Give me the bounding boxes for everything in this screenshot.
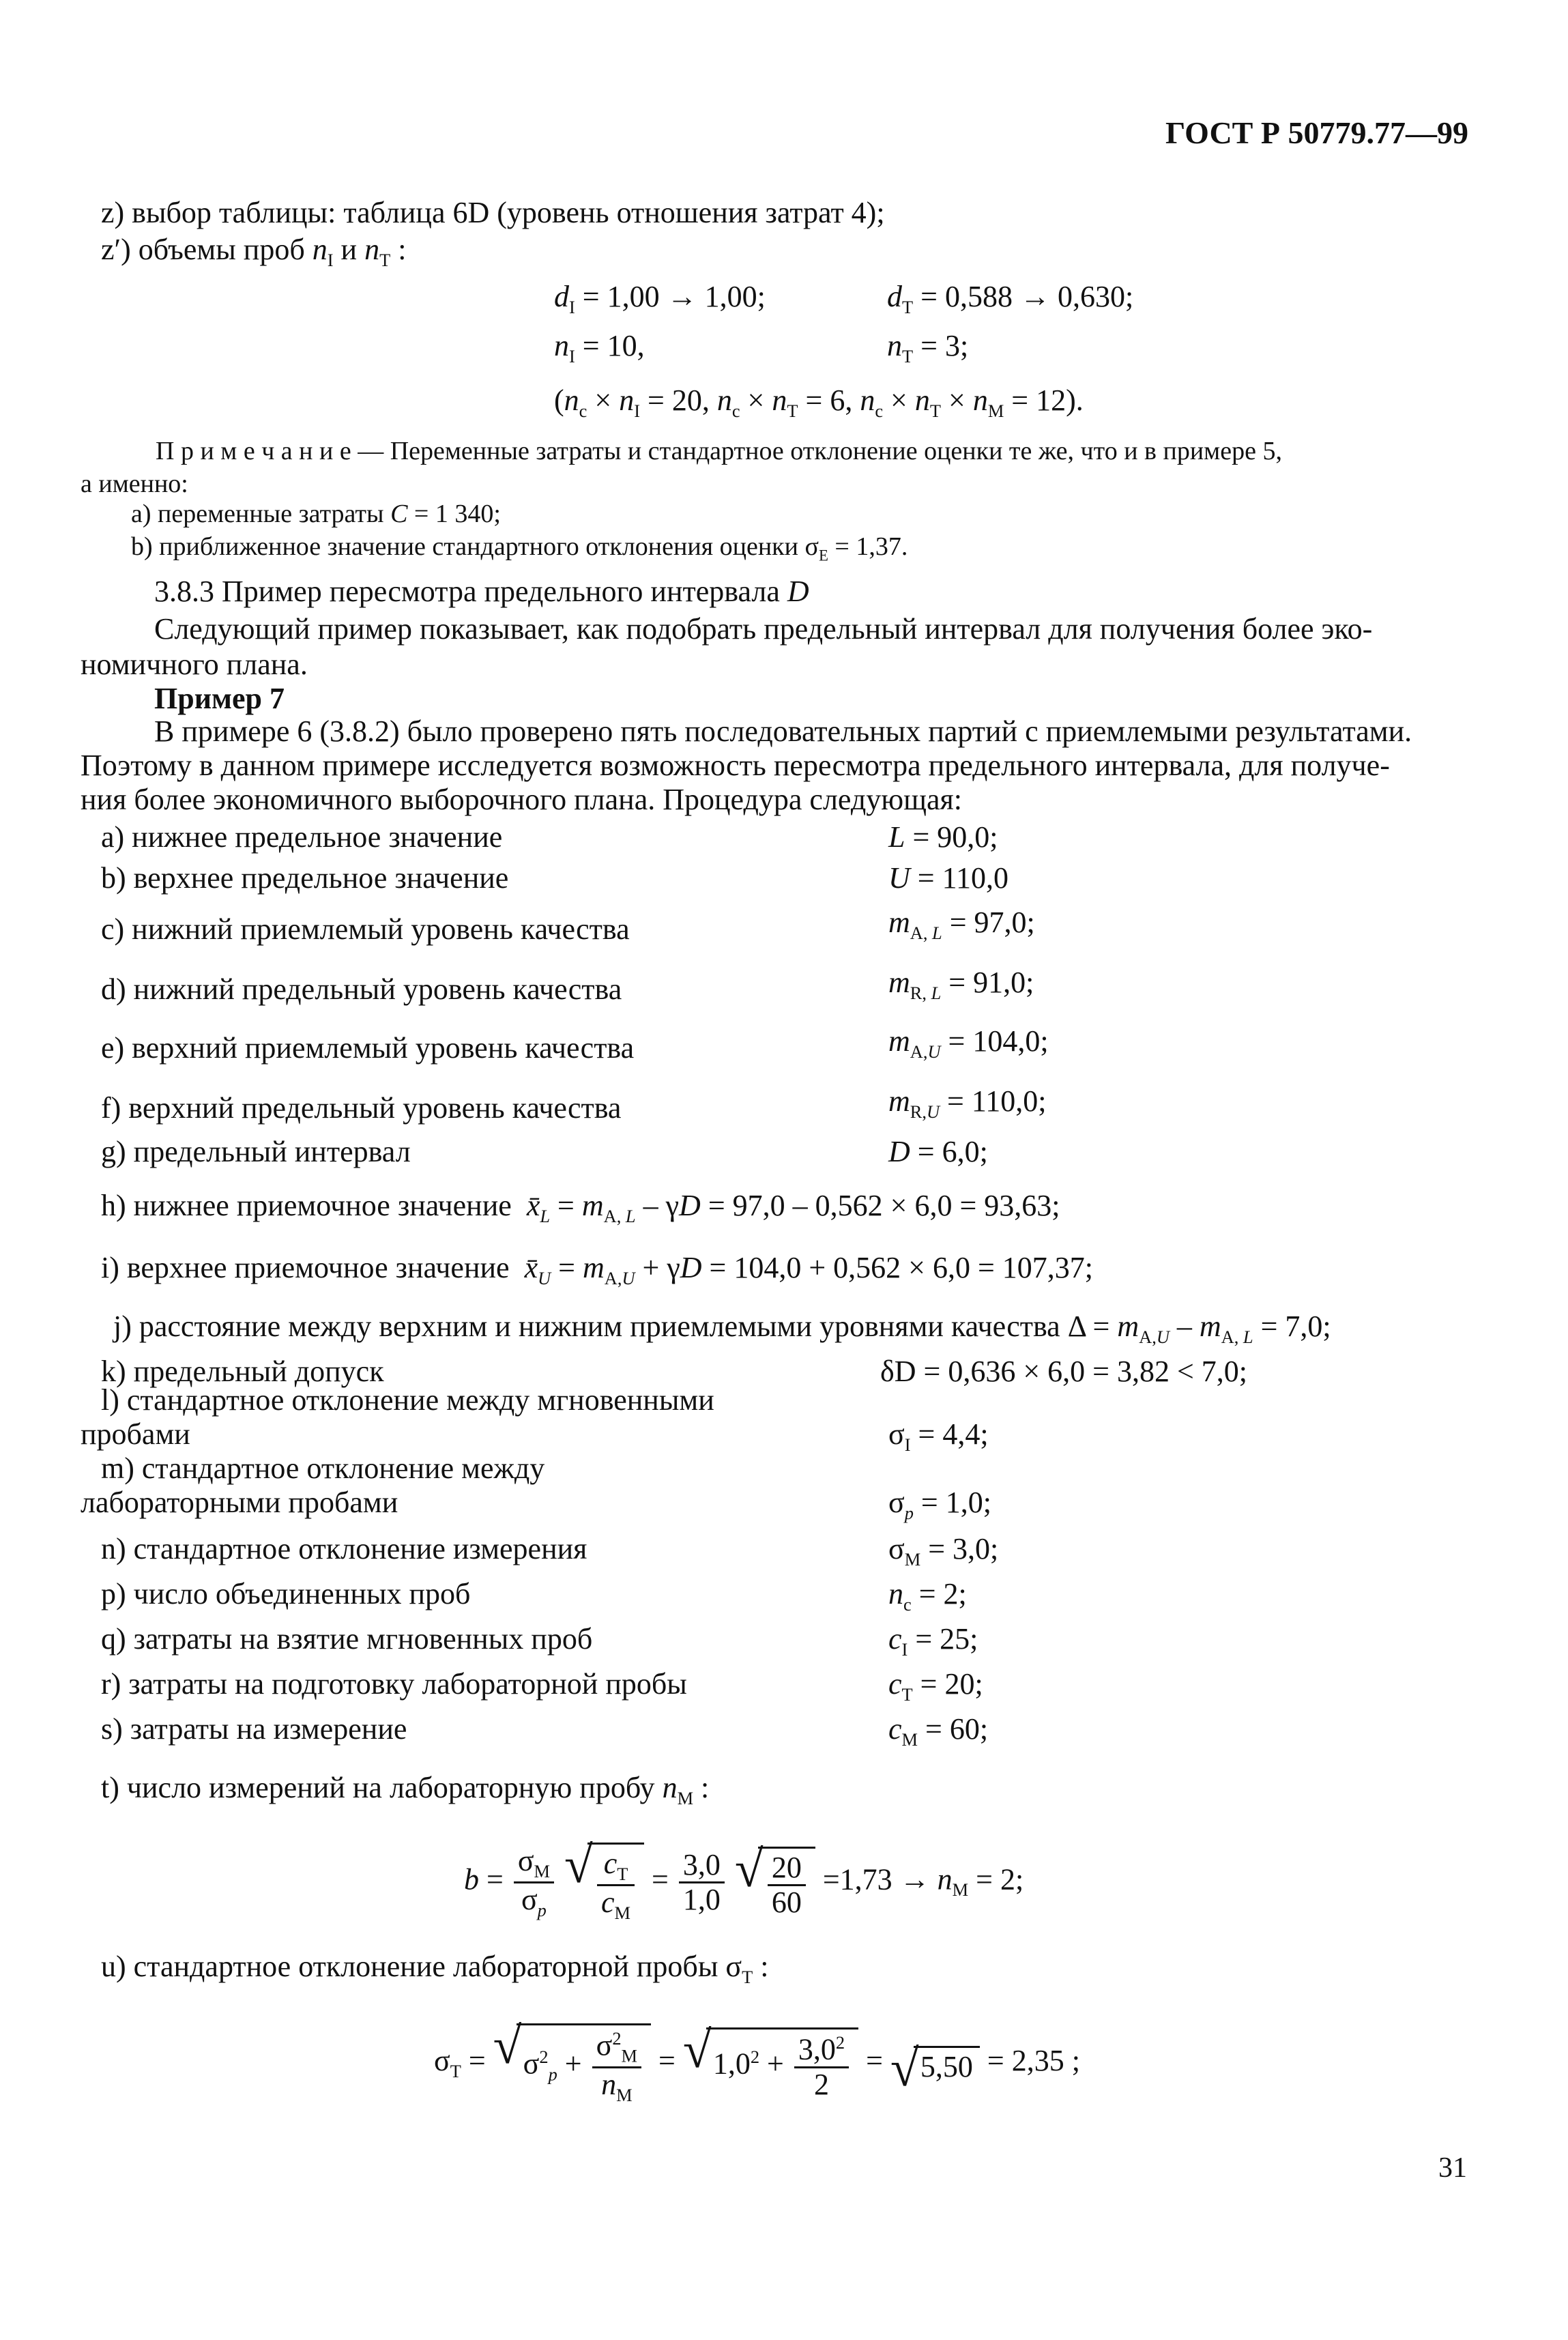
item-l-label2: пробами — [81, 1417, 190, 1451]
item-m-label2: лабораторными пробами — [81, 1486, 398, 1519]
item-r-value: $c_T = 20$; — [888, 1667, 983, 1705]
eq-n-t: $n_T = 3$; — [887, 329, 969, 366]
note-line-1: П р и м е ч а н и е — Переменные затраты и стандартное отклонение оценки те же, что и в примере 5, — [156, 437, 1282, 465]
item-m-value: $\sigma_p = 1,0$; — [888, 1486, 991, 1523]
note-line-2: а именно: — [81, 470, 188, 498]
item-s-value: $c_M = 60$; — [888, 1712, 989, 1750]
para2-line3: ния более экономичного выборочного плана. Процедура следующая: — [81, 783, 962, 816]
item-b-label: b) верхнее предельное значение — [101, 861, 509, 895]
item-c-value: $m_{A, L} = 97,0$; — [888, 906, 1035, 943]
item-f-label: f) верхний предельный уровень качества — [101, 1091, 622, 1125]
section-heading: 3.8.3 Пример пересмотра предельного интервала D — [154, 575, 809, 608]
item-l-label1: l) стандартное отклонение между мгновенными — [101, 1383, 714, 1417]
line-z: z) выбор таблицы: таблица 6D (уровень отношения затрат 4); — [101, 196, 885, 229]
item-a-value: L = 90,0; — [888, 820, 998, 854]
item-f-value: $m_{R,U} = 110,0$; — [888, 1084, 1047, 1122]
item-k-value: δD = 0,636 × 6,0 = 3,82 < 7,0; — [880, 1355, 1247, 1388]
formula-b: b = $\frac{\sigma_M}{\sigma_p}$ √ $\frac{c_T}{c_M}$ = $\frac{3,0}{1,0}$ √ $\frac{20}{60}$ $=1,73 \to n_M = 2$; — [464, 1843, 1023, 1922]
item-c-label: c) нижний приемлемый уровень качества — [101, 912, 630, 946]
item-u-label: u) стандартное отклонение лабораторной пробы $\sigma_T$ : — [101, 1950, 769, 1987]
item-r-label: r) затраты на подготовку лабораторной пробы — [101, 1667, 687, 1701]
item-l-value: $\sigma_I = 4,4$; — [888, 1417, 989, 1455]
item-g-label: g) предельный интервал — [101, 1135, 411, 1168]
formula-sigma-t: $\sigma_T$ = √ $\sigma^2_p$ + $\frac{\sigma^2_M}{n_M}$ = √ $1,0^2$ + $\frac{3,0^2}{2}$ = √ 5,50 = 2,35 ; — [434, 2023, 1080, 2104]
item-m-label1: m) стандартное отклонение между — [101, 1451, 545, 1485]
item-d-value: $m_{R, L} = 91,0$; — [888, 966, 1034, 1003]
line-z-prime: z′) объемы проб $n_I$ и $n_T$ : — [101, 233, 407, 270]
eq-d-i: $d_I = 1,00 \to 1,00$; — [554, 280, 766, 317]
frac-sigma-m-p: $\frac{\sigma_M}{\sigma_p}$ — [514, 1846, 554, 1919]
item-i: i) верхнее приемочное значение $x̄_U = m_{A,U} + \gamma D = 104,0 + 0,562 \times 6,0 = 107,37$; — [101, 1251, 1094, 1288]
page-number: 31 — [1438, 2152, 1467, 2184]
document-code: ГОСТ Р 50779.77—99 — [1165, 115, 1468, 150]
item-q-value: $c_I = 25$; — [888, 1622, 978, 1660]
item-e-label: e) верхний приемлемый уровень качества — [101, 1031, 635, 1065]
para2-line1: В примере 6 (3.8.2) было проверено пять последовательных партий с приемлемыми результатами. — [154, 714, 1412, 748]
item-e-value: $m_{A,U} = 104,0$; — [888, 1024, 1049, 1062]
item-t-label: t) число измерений на лабораторную пробу $n_M$ : — [101, 1771, 710, 1808]
eq-n-i: $n_I = 10$, — [554, 329, 645, 366]
item-k-label: k) предельный допуск — [101, 1355, 384, 1388]
note-line-4: b) приближенное значение стандартного отклонения оценки $\sigma_E = 1,37$. — [131, 532, 908, 564]
item-n-label: n) стандартное отклонение измерения — [101, 1532, 587, 1565]
example-heading: Пример 7 — [154, 682, 285, 715]
item-p-label: p) число объединенных проб — [101, 1577, 471, 1610]
eq-d-t: $d_T = 0,588 \to 0,630$; — [887, 280, 1134, 317]
note-line-3: а) переменные затраты C = 1 340; — [131, 500, 501, 528]
item-g-value: D = 6,0; — [888, 1135, 988, 1168]
item-b-value: U = 110,0 — [888, 861, 1008, 895]
item-j: j) расстояние между верхним и нижним приемлемыми уровнями качества $\Delta = m_{A,U} - m_{A, L} = 7,0$; — [113, 1310, 1331, 1347]
item-q-label: q) затраты на взятие мгновенных проб — [101, 1622, 593, 1656]
para1-line1: Следующий пример показывает, как подобрать предельный интервал для получения более эко- — [154, 612, 1373, 646]
para2-line2: Поэтому в данном примере исследуется возможность пересмотра предельного интервала, для получе- — [81, 749, 1390, 782]
item-d-label: d) нижний предельный уровень качества — [101, 972, 622, 1006]
item-h: h) нижнее приемочное значение $x̄_L = m_{A, L} - \gamma D = 97,0 - 0,562 \times 6,0 = 93,63$; — [101, 1189, 1060, 1226]
item-n-value: $\sigma_M = 3,0$; — [888, 1532, 999, 1570]
item-p-value: $n_c = 2$; — [888, 1577, 967, 1615]
item-a-label: а) нижнее предельное значение — [101, 820, 503, 854]
para1-line2: номичного плана. — [81, 648, 308, 681]
item-s-label: s) затраты на измерение — [101, 1712, 407, 1746]
eq-product: ($n_c \times n_I = 20$, $n_c \times n_T = 6$, $n_c \times n_T \times n_M = 12$). — [554, 384, 1084, 421]
